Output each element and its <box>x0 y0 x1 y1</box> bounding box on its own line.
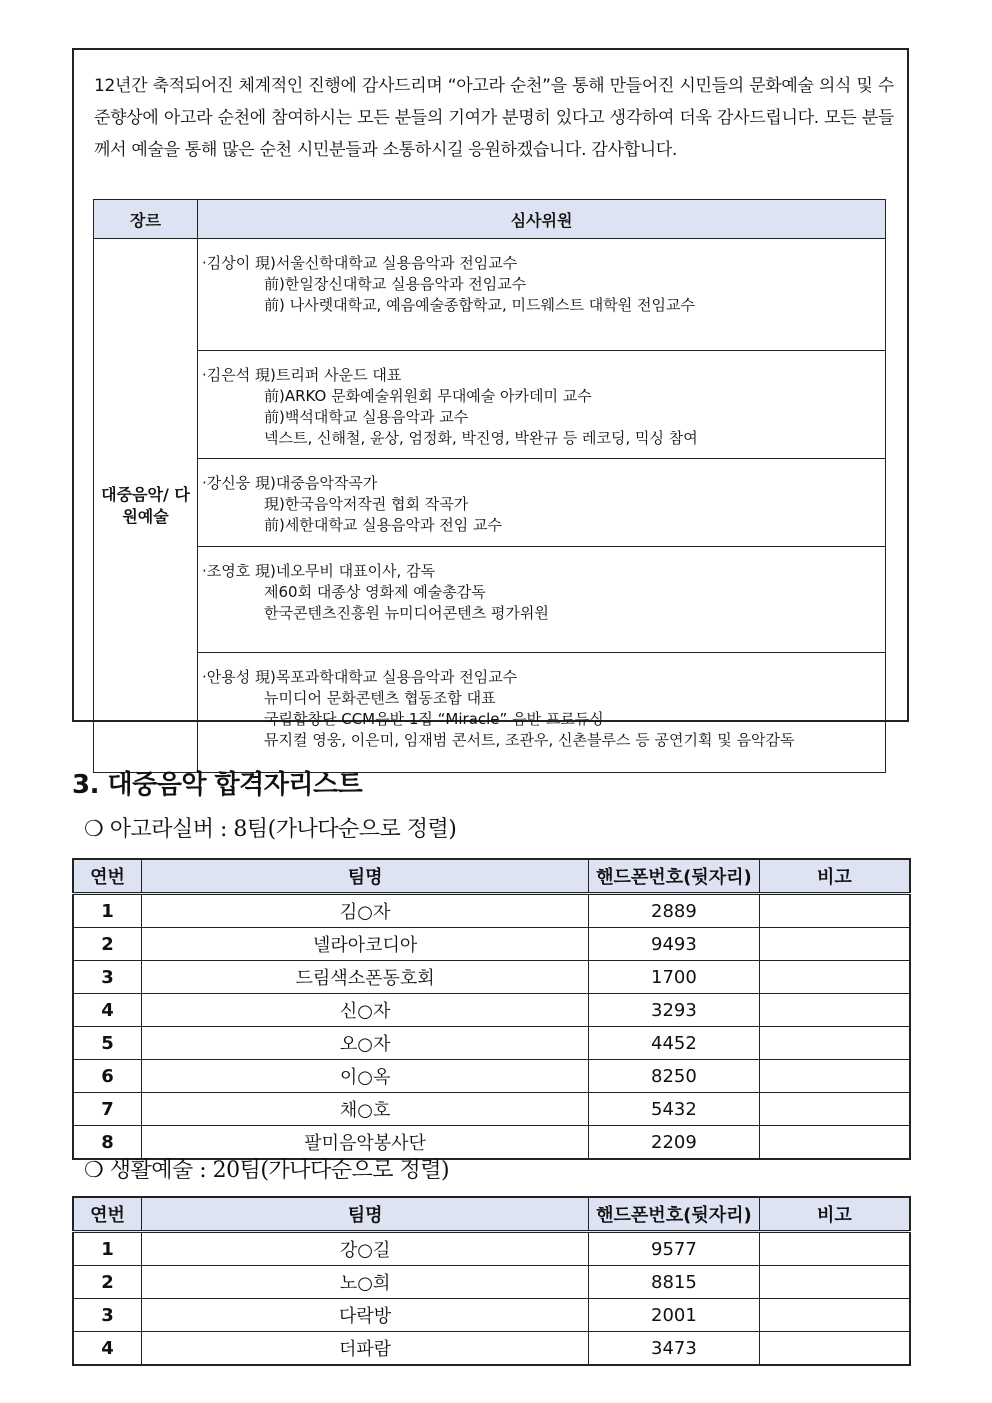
judge-line: 前)세한대학교 실용음악과 전임 교수 <box>264 516 503 534</box>
row-note <box>759 1266 910 1299</box>
judge-line: 한국콘텐츠진흥원 뉴미디어콘텐츠 평가위원 <box>264 604 549 622</box>
row-phone: 3473 <box>589 1332 759 1366</box>
row-phone: 8815 <box>589 1266 759 1299</box>
judges-box <box>72 48 909 749</box>
table-row <box>73 1093 910 1126</box>
judge-line: 前) 나사렛대학교, 예음예술종합학교, 미드웨스트 대학원 전임교수 <box>264 296 695 314</box>
row-note <box>759 1093 910 1126</box>
row-note <box>759 994 910 1027</box>
table-row <box>73 1266 910 1299</box>
table-row <box>73 961 910 994</box>
row-team: 채○호 <box>142 1093 589 1126</box>
row-phone: 2889 <box>589 894 759 928</box>
judge-line: ·김은석 現)트리퍼 사운드 대표 <box>202 366 402 384</box>
row-phone: 2001 <box>589 1299 759 1332</box>
col-phone: 핸드폰번호(뒷자리) <box>589 1197 759 1232</box>
row-note <box>759 894 910 928</box>
row-team: 넬라아코디아 <box>142 928 589 961</box>
row-phone: 3293 <box>589 994 759 1027</box>
row-number: 4 <box>73 1332 142 1366</box>
judges-table <box>93 199 886 773</box>
judge-line: ·강신웅 現)대중음악작곡가 <box>202 474 378 492</box>
row-phone: 2209 <box>589 1126 759 1160</box>
judge-cell <box>198 239 886 351</box>
col-phone: 핸드폰번호(뒷자리) <box>589 859 759 894</box>
judge-line: 넥스트, 신해철, 윤상, 엄정화, 박진영, 박완규 등 레코딩, 믹싱 참여 <box>264 429 698 447</box>
judge-line: 現)한국음악저작권 협회 작곡가 <box>264 495 469 513</box>
table-row <box>73 994 910 1027</box>
header-genre: 장르 <box>94 200 198 239</box>
silver-table <box>72 858 911 1160</box>
row-note <box>759 1060 910 1093</box>
row-team: 강○길 <box>142 1232 589 1266</box>
col-note: 비고 <box>759 1197 910 1232</box>
row-note <box>759 928 910 961</box>
section-title: 3. 대중음악 합격자리스트 <box>72 770 363 800</box>
row-number: 8 <box>73 1126 142 1160</box>
row-phone: 9577 <box>589 1232 759 1266</box>
row-note <box>759 1027 910 1060</box>
row-number: 7 <box>73 1093 142 1126</box>
silver-subtitle: ❍ 아고라실버 : 8팀(가나다순으로 정렬) <box>84 817 457 842</box>
row-note <box>759 1126 910 1160</box>
row-team: 이○옥 <box>142 1060 589 1093</box>
row-note <box>759 1232 910 1266</box>
row-phone: 1700 <box>589 961 759 994</box>
judge-cell <box>198 351 886 459</box>
row-team: 오○자 <box>142 1027 589 1060</box>
row-team: 더파람 <box>142 1332 589 1366</box>
col-number: 연번 <box>73 859 142 894</box>
row-team: 드림색소폰동호회 <box>142 961 589 994</box>
judge-cell <box>198 653 886 773</box>
header-judges: 심사위원 <box>198 200 886 239</box>
col-note: 비고 <box>759 859 910 894</box>
life-table <box>72 1196 911 1366</box>
row-team: 김○자 <box>142 894 589 928</box>
row-phone: 9493 <box>589 928 759 961</box>
judge-line: ·김상이 現)서울신학대학교 실용음악과 전임교수 <box>202 254 518 272</box>
row-team: 노○희 <box>142 1266 589 1299</box>
judge-line: ·조영호 現)네오무비 대표이사, 감독 <box>202 562 436 580</box>
genre-cell: 대중음악/ 다원예술 <box>94 239 198 773</box>
intro-paragraph: 12년간 축적되어진 체계적인 진행에 감사드리며 “아고라 순천”을 통해 만들어진 시민들의 문화예술 의식 및 수준향상에 아고라 순천에 참여하시는 모든 분들의 기여가 분명히 있다고 생각하여 더욱 감사드립니다. 모든 분들께서 예술을 통해 많은 순천 시민분들과 소통하시길 응원하겠습니다. 감사합니다. <box>94 76 894 160</box>
table-row <box>73 1027 910 1060</box>
row-number: 5 <box>73 1027 142 1060</box>
table-row <box>73 1060 910 1093</box>
row-number: 3 <box>73 961 142 994</box>
row-team: 팔미음악봉사단 <box>142 1126 589 1160</box>
table-row <box>73 928 910 961</box>
judge-line: 제60회 대종상 영화제 예술총감독 <box>264 583 486 601</box>
row-number: 2 <box>73 928 142 961</box>
table-row <box>73 1299 910 1332</box>
judge-line: 뮤지컬 영웅, 이은미, 임재범 콘서트, 조관우, 신촌블루스 등 공연기획 및 음악감독 <box>264 731 795 749</box>
row-note <box>759 961 910 994</box>
life-subtitle: ❍ 생활예술 : 20팀(가나다순으로 정렬) <box>84 1158 450 1183</box>
row-number: 4 <box>73 994 142 1027</box>
judge-line: 前)백석대학교 실용음악과 교수 <box>264 408 469 426</box>
table-row <box>73 1232 910 1266</box>
row-phone: 8250 <box>589 1060 759 1093</box>
row-team: 다락방 <box>142 1299 589 1332</box>
judge-cell <box>198 459 886 547</box>
row-number: 3 <box>73 1299 142 1332</box>
row-note <box>759 1299 910 1332</box>
table-row <box>73 1332 910 1366</box>
row-number: 1 <box>73 894 142 928</box>
judge-line: ·안용성 現)목포과학대학교 실용음악과 전임교수 <box>202 668 518 686</box>
col-number: 연번 <box>73 1197 142 1232</box>
judge-line: 뉴미디어 문화콘텐츠 협동조합 대표 <box>264 689 496 707</box>
col-team: 팀명 <box>142 1197 589 1232</box>
row-team: 신○자 <box>142 994 589 1027</box>
row-phone: 5432 <box>589 1093 759 1126</box>
judge-line: 국립합창단 CCM음반 1집 “Miracle” 음반 프로듀싱 <box>264 710 604 728</box>
row-note <box>759 1332 910 1366</box>
judge-line: 前)한일장신대학교 실용음악과 전임교수 <box>264 275 527 293</box>
table-row <box>73 894 910 928</box>
row-number: 1 <box>73 1232 142 1266</box>
judge-cell <box>198 547 886 653</box>
row-phone: 4452 <box>589 1027 759 1060</box>
row-number: 6 <box>73 1060 142 1093</box>
judge-line: 前)ARKO 문화예술위원회 무대예술 아카데미 교수 <box>264 387 592 405</box>
col-team: 팀명 <box>142 859 589 894</box>
row-number: 2 <box>73 1266 142 1299</box>
